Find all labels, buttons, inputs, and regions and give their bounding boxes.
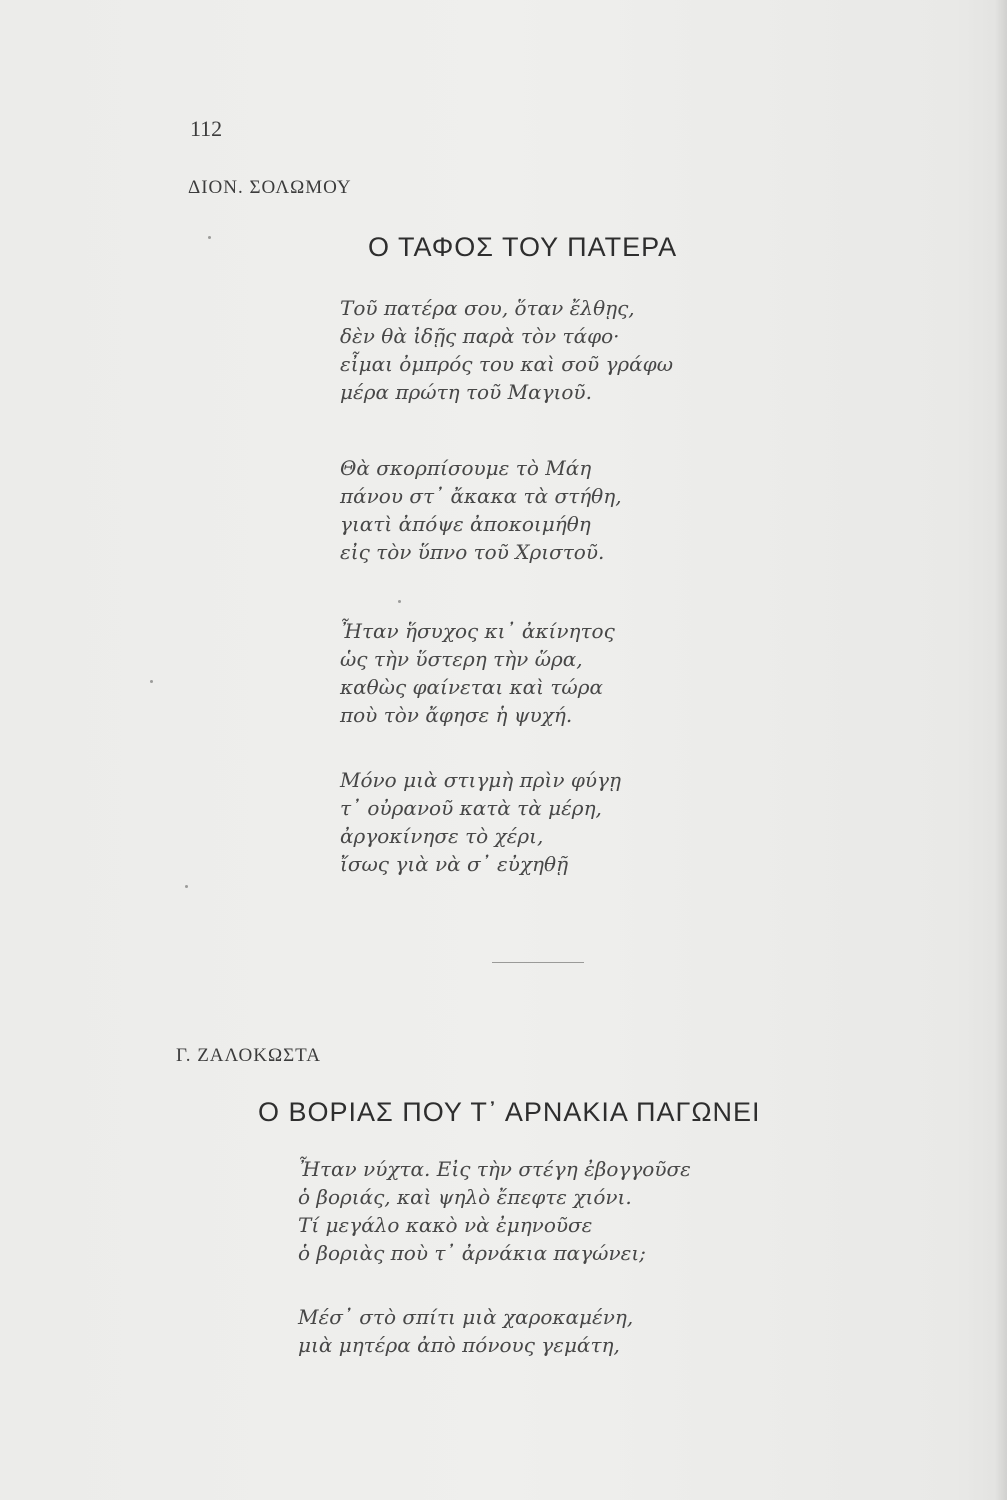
stanza [298,1155,691,1267]
verse-line: πάνου στ᾽ ἄκακα τὰ στήθη, [340,484,622,508]
stanza [340,766,621,878]
verse-line: Τί μεγάλο κακὸ νὰ ἐμηνοῦσε [298,1213,593,1237]
stanza [340,454,622,566]
verse-line: γιατὶ ἀπόψε ἀποκοιμήθη [340,512,591,536]
verse-line: ἴσως γιὰ νὰ σ᾽ εὐχηθῇ [340,852,569,876]
page-number: 112 [190,116,223,141]
verse-line: Μόνο μιὰ στιγμὴ πρὶν φύγῃ [340,768,621,792]
verse-line: Τοῦ πατέρα σου, ὅταν ἔλθῃς, [340,296,635,320]
stanza [298,1303,633,1359]
verse-line: Θὰ σκορπίσουμε τὸ Μάη [340,456,592,480]
section-divider [492,962,584,963]
verse-line: μέρα πρώτη τοῦ Μαγιοῦ. [340,380,592,404]
verse-line: ποὺ τὸν ἄφησε ἡ ψυχή. [340,703,573,727]
verse-line: εἶμαι ὀμπρός του καὶ σοῦ γράφω [340,352,673,376]
poem-author: Γ. ΖΑΛΟΚΩΣΤΑ [176,1045,321,1066]
print-speck [398,600,401,603]
stanza [340,294,673,406]
stanza [340,617,615,729]
page-edge-shadow [995,0,1007,1500]
verse-line: Ἦταν νύχτα. Εἰς τὴν στέγη ἐβογγοῦσε [298,1157,691,1181]
verse-line: δὲν θὰ ἰδῇς παρὰ τὸν τάφο· [340,324,620,348]
print-speck [208,236,211,239]
verse-line: εἰς τὸν ὕπνο τοῦ Χριστοῦ. [340,540,605,564]
verse-line: ἀργοκίνησε τὸ χέρι, [340,824,544,848]
poem-author: ΔΙΟΝ. ΣΟΛΩΜΟΥ [188,177,352,198]
verse-line: ὡς τὴν ὕστερη τὴν ὥρα, [340,647,583,671]
verse-line: ὁ βοριὰς ποὺ τ᾽ ἀρνάκια παγώνει; [298,1241,646,1265]
verse-line: Μέσ᾽ στὸ σπίτι μιὰ χαροκαμένη, [298,1305,634,1329]
verse-line: μιὰ μητέρα ἀπὸ πόνους γεμάτη, [298,1333,620,1357]
print-speck [150,680,153,683]
print-speck [185,885,188,888]
verse-line: καθὼς φαίνεται καὶ τώρα [340,675,603,699]
verse-line: ὁ βοριάς, καὶ ψηλὸ ἔπεφτε χιόνι. [298,1185,632,1209]
poem-title: Ο ΤΑΦΟΣ ΤΟΥ ΠΑΤΕΡΑ [368,232,678,262]
verse-line: Ἦταν ἥσυχος κι᾽ ἀκίνητος [340,619,615,643]
poem-title: Ο ΒΟΡΙΑΣ ΠΟΥ Τ᾽ ΑΡΝΑΚΙΑ ΠΑΓΩΝΕΙ [258,1097,761,1127]
verse-line: τ᾽ οὐρανοῦ κατὰ τὰ μέρη, [340,796,602,820]
